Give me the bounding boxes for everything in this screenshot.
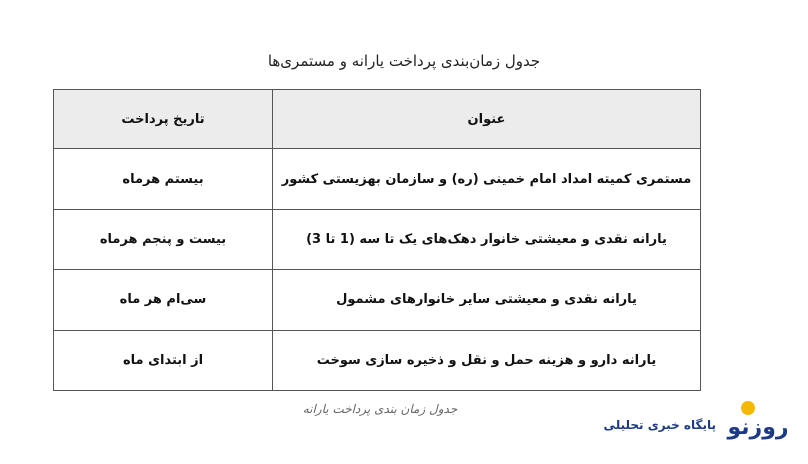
table-row (54, 270, 701, 330)
table-row (54, 209, 701, 269)
roozno-logo-icon (718, 396, 798, 442)
row-date: سی‌ام هر ماه (54, 270, 273, 330)
table-row (54, 149, 701, 209)
payment-schedule-table (53, 89, 701, 391)
watermark (603, 396, 798, 442)
svg-text:روزنو: روزنو (727, 415, 789, 440)
row-title: یارانه نقدی و معیشتی خانوار دهک‌های یک تا سه (1 تا 3) (273, 209, 701, 269)
row-date: بیستم هرماه (54, 149, 273, 209)
row-date: بیست و پنجم هرماه (54, 209, 273, 269)
table-caption: جدول زمان بندی پرداخت یارانه (302, 402, 458, 416)
row-date: از ابتدای ماه (54, 330, 273, 390)
watermark-text: پایگاه خبری تحلیلی (603, 418, 716, 432)
table-header-row (54, 90, 701, 149)
column-header-title: عنوان (273, 90, 701, 149)
column-header-date: تاریخ پرداخت (54, 90, 273, 149)
row-title: یارانه دارو و هزینه حمل و نقل و ذخیره سازی سوخت (273, 330, 701, 390)
row-title: یارانه نقدی و معیشتی سایر خانوارهای مشمول (273, 270, 701, 330)
row-title: مستمری کمیته امداد امام خمینی (ره) و سازمان بهزیستی کشور (273, 149, 701, 209)
page-title: جدول زمان‌بندی پرداخت یارانه و مستمری‌ها (267, 52, 541, 70)
table-row (54, 330, 701, 390)
